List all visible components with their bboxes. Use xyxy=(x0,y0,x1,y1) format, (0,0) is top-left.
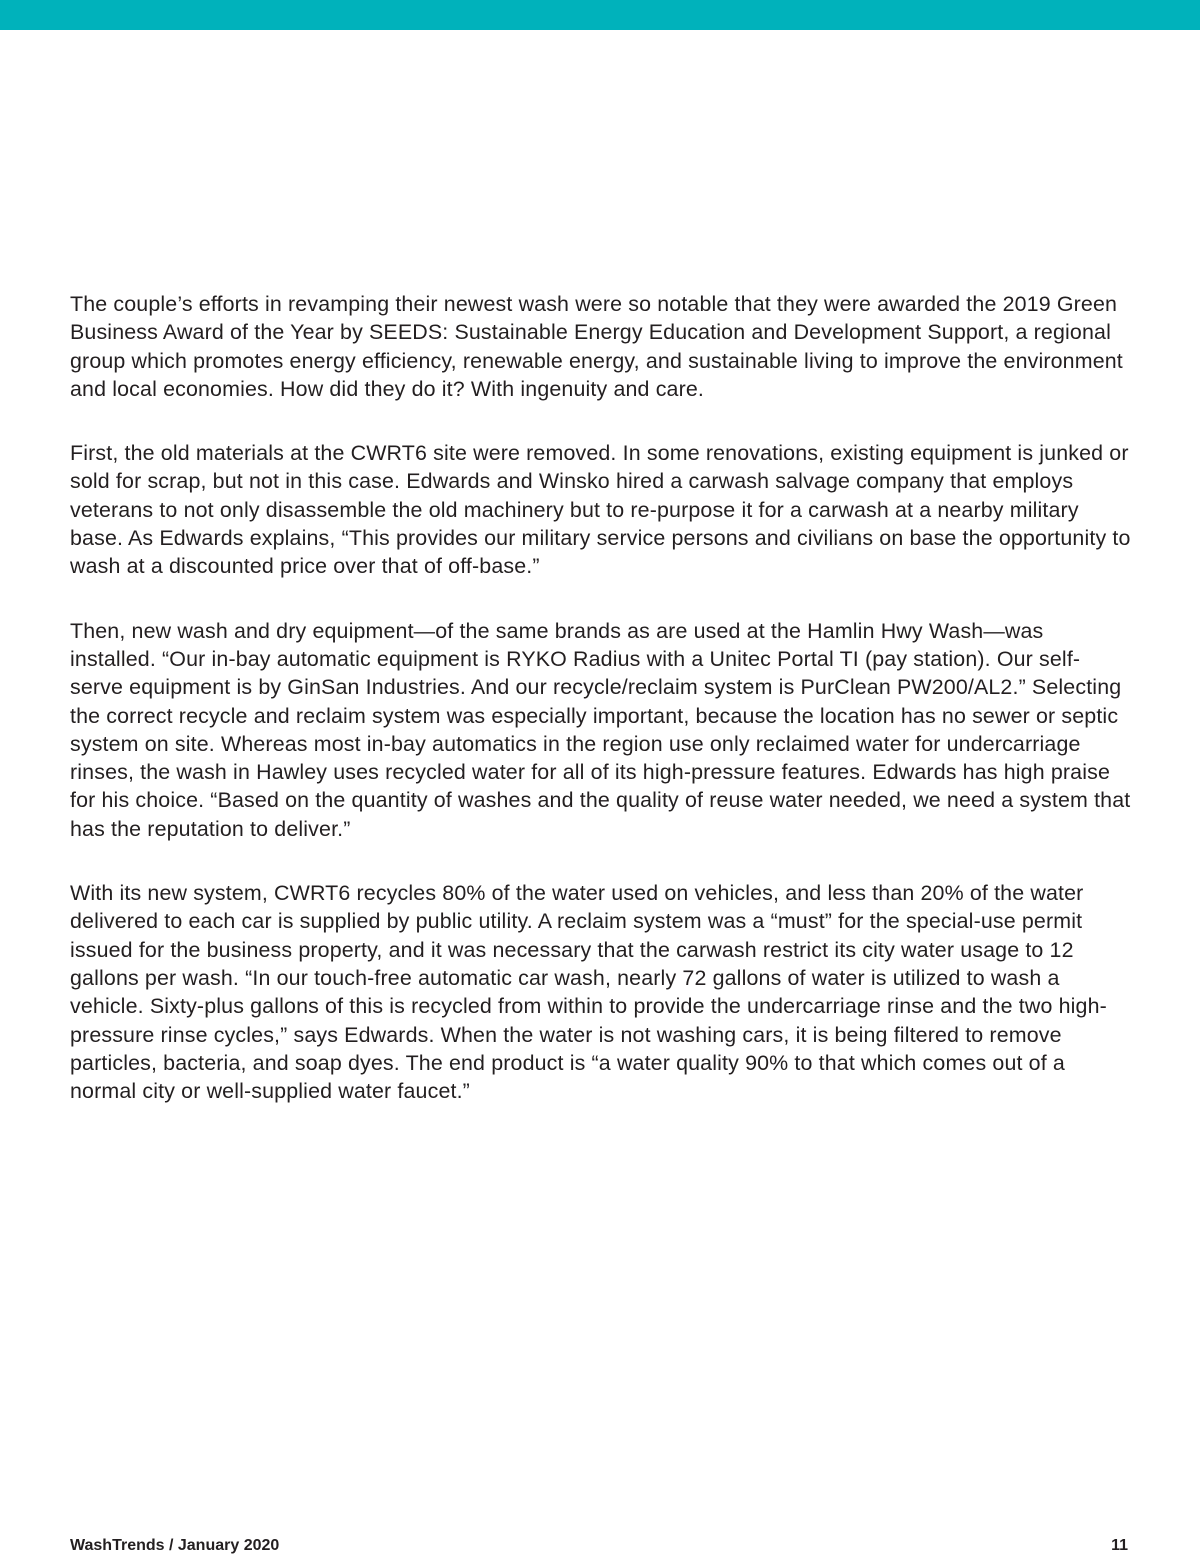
article-body xyxy=(70,290,1132,1141)
top-accent-bar xyxy=(0,0,1200,30)
paragraph-water-recycling: With its new system, CWRT6 recycles 80% of the water used on vehicles, and less than 20% of the water delivered to each car is supplied by public utility. A reclaim system was a “must” for the special-use permit issued for the business property, and it was necessary that the carwash restrict its city water usage to 12 gallons per wash. “In our touch-free automatic car wash, nearly 72 gallons of water is utilized to wash a vehicle. Sixty-plus gallons of this is recycled from within to provide the undercarriage rinse and the two high-pressure rinse cycles,” says Edwards. When the water is not washing cars, it is being filtered to remove particles, bacteria, and soap dyes. The end product is “a water quality 90% to that which comes out of a normal city or well-supplied water faucet.” xyxy=(70,881,1107,1104)
paragraph-award: The couple’s efforts in revamping their newest wash were so notable that they were awarded the 2019 Green Business Award of the Year by SEEDS: Sustainable Energy Education and Development Support, a regional group which promotes energy efficiency, renewable energy, and sustainable living to improve the environment and local economies. How did they do it? With ingenuity and care. xyxy=(70,292,1123,401)
publication-label: WashTrends / January 2020 xyxy=(70,1537,280,1554)
page-number: 11 xyxy=(1111,1537,1128,1554)
paragraph-salvage: First, the old materials at the CWRT6 site were removed. In some renovations, existing equipment is junked or sold for scrap, but not in this case. Edwards and Winsko hired a carwash salvage company that employs veterans to not only disassemble the old machinery but to re-purpose it for a carwash at a nearby military base. As Edwards explains, “This provides our military service persons and civilians on base the opportunity to wash at a discounted price over that of off-base.” xyxy=(70,441,1131,579)
paragraph-equipment: Then, new wash and dry equipment—of the same brands as are used at the Hamlin Hwy Wash—was installed. “Our in-bay automatic equipment is RYKO Radius with a Unitec Portal TI (pay station). Our self-serve equipment is by GinSan Industries. And our recycle/reclaim system is PurClean PW200/AL2.” Selecting the correct recycle and reclaim system was especially important, because the location has no sewer or septic system on site. Whereas most in-bay automatics in the region use only reclaimed water for undercarriage rinses, the wash in Hawley uses recycled water for all of its high-pressure features. Edwards has high praise for his choice. “Based on the quantity of washes and the quality of reuse water needed, we need a system that has the reputation to deliver.” xyxy=(70,618,1131,841)
